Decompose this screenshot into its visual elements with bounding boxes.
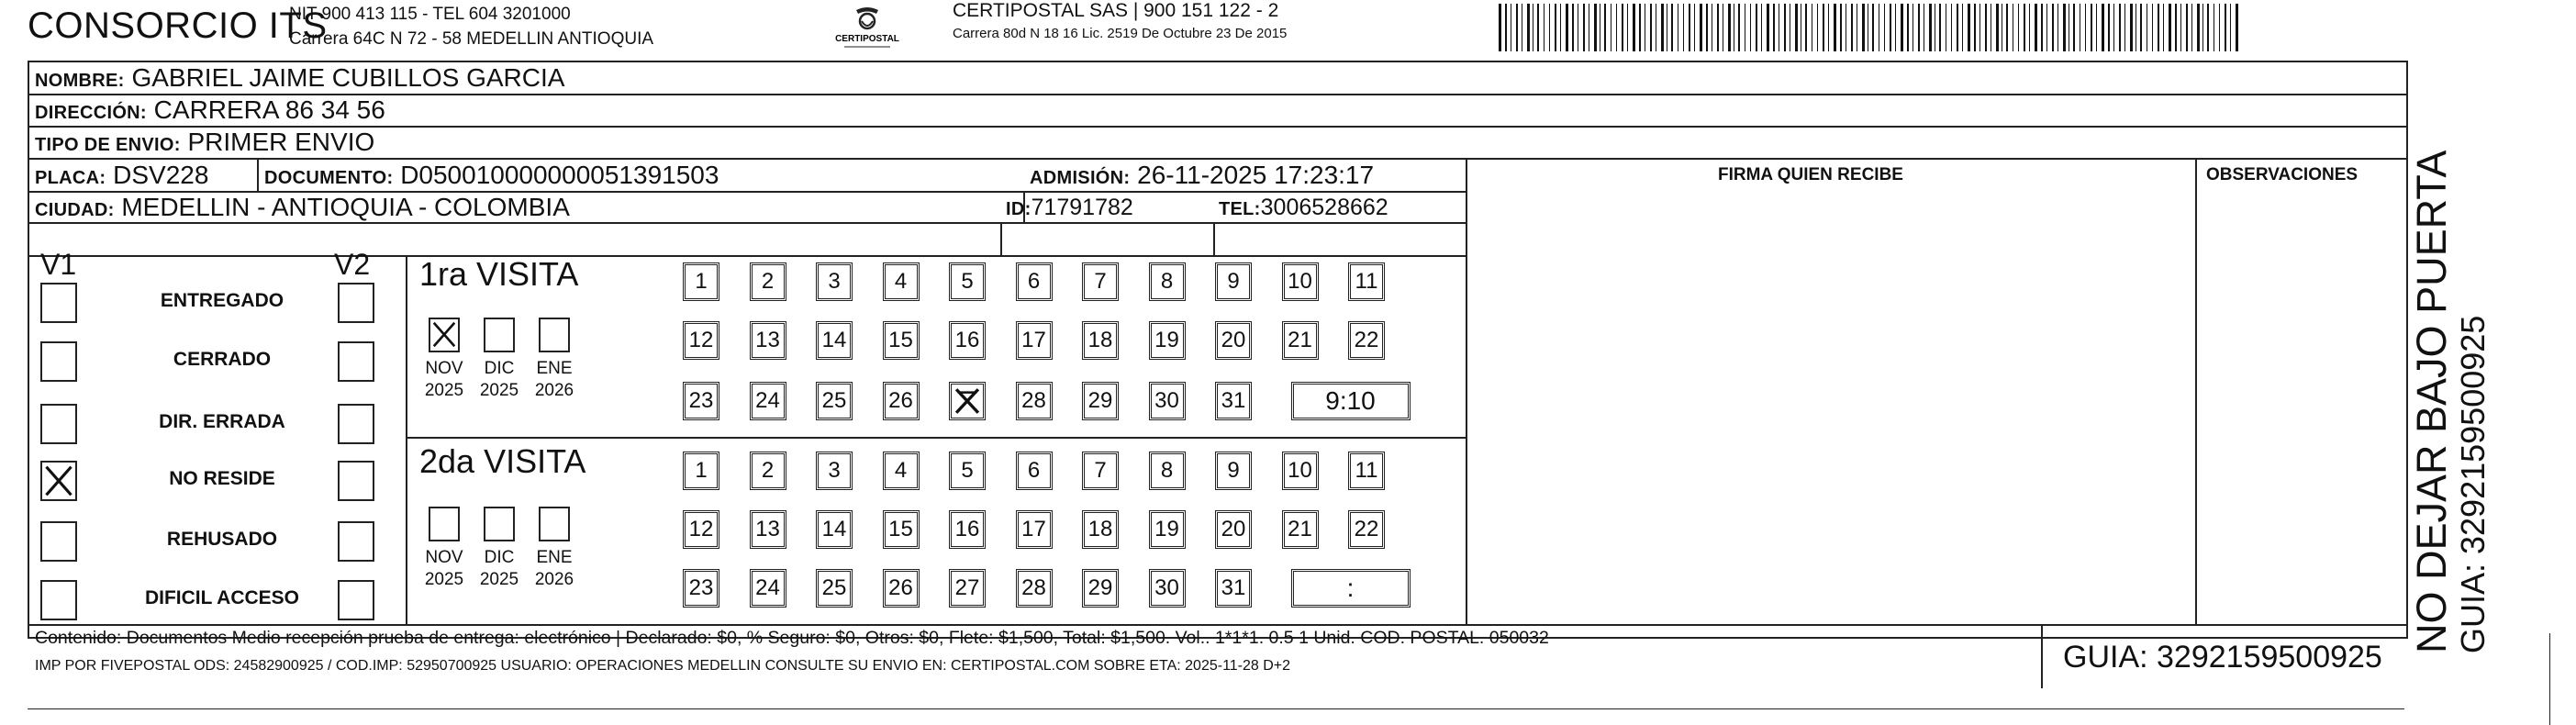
- day-box[interactable]: 5: [949, 452, 986, 490]
- v1-checkbox[interactable]: [40, 461, 77, 501]
- visit2-title: 2da VISITA: [419, 442, 586, 480]
- month-name: ENE: [536, 548, 573, 567]
- imp-text: IMP POR FIVEPOSTAL ODS: 24582900925 / COD.IMP: 52950700925 USUARIO: OPERACIONES MEDELLIN CONSULTE SU ENVIO EN: CERTIPOSTAL.COM SOBRE ETA: 2025-11-28 D+2: [35, 658, 1291, 674]
- day-box[interactable]: 16: [949, 321, 986, 360]
- day-box[interactable]: 4: [883, 262, 920, 301]
- day-box[interactable]: 31: [1215, 382, 1252, 420]
- v2-checkbox[interactable]: [338, 404, 374, 444]
- day-box[interactable]: 13: [750, 321, 786, 360]
- id-field: [1006, 192, 1133, 225]
- day-box[interactable]: 12: [683, 510, 719, 549]
- day-box[interactable]: 18: [1082, 321, 1119, 360]
- v2-checkbox[interactable]: [338, 461, 374, 501]
- day-box[interactable]: 28: [1016, 569, 1053, 608]
- day-box[interactable]: 29: [1082, 382, 1119, 420]
- day-box[interactable]: 5: [949, 262, 986, 301]
- v2-checkbox[interactable]: [338, 341, 374, 382]
- day-box[interactable]: 27: [949, 569, 986, 608]
- day-box[interactable]: 13: [750, 510, 786, 549]
- day-box[interactable]: 19: [1149, 510, 1186, 549]
- month-name: ENE: [536, 359, 573, 378]
- month-label: [530, 547, 579, 591]
- documento-field: [264, 160, 719, 194]
- day-box[interactable]: 3: [816, 262, 853, 301]
- month-year: 2026: [534, 381, 574, 400]
- delivery-form: [28, 61, 2408, 675]
- day-box[interactable]: 14: [816, 321, 853, 360]
- day-box[interactable]: 30: [1149, 569, 1186, 608]
- day-box[interactable]: 4: [883, 452, 920, 490]
- status-label: DIR. ERRADA: [159, 411, 285, 432]
- day-box[interactable]: 7: [1082, 262, 1119, 301]
- company-nit: NIT 900 413 115 - TEL 604 3201000: [289, 5, 571, 24]
- visit-time[interactable]: :: [1291, 569, 1411, 608]
- month-checkbox[interactable]: [484, 318, 515, 352]
- nombre-field: [35, 62, 564, 96]
- day-box[interactable]: 3: [816, 452, 853, 490]
- day-box[interactable]: 26: [883, 569, 920, 608]
- day-box[interactable]: 9: [1215, 452, 1252, 490]
- guia-number: GUIA: 3292159500925: [2063, 640, 2382, 675]
- placa-value: DSV228: [113, 161, 209, 189]
- placa-label: PLACA:: [35, 168, 106, 188]
- status-label: CERRADO: [173, 349, 272, 370]
- month-checkbox[interactable]: [429, 318, 460, 352]
- day-box[interactable]: 24: [750, 569, 786, 608]
- day-box[interactable]: 16: [949, 510, 986, 549]
- company-address: Carrera 64C N 72 - 58 MEDELLIN ANTIOQUIA: [289, 29, 654, 49]
- day-box[interactable]: 6: [1016, 452, 1053, 490]
- day-box[interactable]: 22: [1348, 510, 1385, 549]
- month-name: DIC: [484, 548, 515, 567]
- admision-field: [1030, 160, 1374, 194]
- month-name: NOV: [425, 359, 463, 378]
- nombre-label: NOMBRE:: [35, 71, 125, 91]
- id-label: ID:: [1006, 199, 1032, 219]
- day-box[interactable]: 20: [1215, 321, 1252, 360]
- day-box[interactable]: [949, 382, 986, 420]
- day-box[interactable]: 8: [1149, 452, 1186, 490]
- barcode: [1499, 4, 2242, 51]
- day-box[interactable]: 24: [750, 382, 786, 420]
- month-checkbox[interactable]: [484, 507, 515, 541]
- visit1-title: 1ra VISITA: [419, 255, 579, 293]
- logo-text: CERTIPOSTAL: [835, 34, 899, 44]
- day-box[interactable]: 7: [1082, 452, 1119, 490]
- certipostal-logo: [826, 5, 909, 52]
- certipostal-line2: Carrera 80d N 18 16 Lic. 2519 De Octubre 23 De 2015: [953, 26, 1288, 41]
- month-label: [419, 547, 469, 591]
- day-box[interactable]: 19: [1149, 321, 1186, 360]
- day-box[interactable]: 14: [816, 510, 853, 549]
- documento-value: D050010000000051391503: [400, 161, 719, 189]
- month-name: NOV: [425, 548, 463, 567]
- day-box[interactable]: 26: [883, 382, 920, 420]
- ciudad-field: [35, 192, 570, 226]
- day-box[interactable]: 1: [683, 452, 719, 490]
- day-box[interactable]: 23: [683, 382, 719, 420]
- visit-time[interactable]: 9:10: [1291, 382, 1411, 420]
- day-box[interactable]: 28: [1016, 382, 1053, 420]
- tel-value: 3006528662: [1260, 195, 1388, 220]
- month-year: 2025: [479, 381, 519, 400]
- day-box[interactable]: 22: [1348, 321, 1385, 360]
- day-box[interactable]: 29: [1082, 569, 1119, 608]
- month-checkbox[interactable]: [429, 507, 460, 541]
- day-box[interactable]: 11: [1348, 262, 1385, 301]
- status-label: REHUSADO: [166, 529, 278, 550]
- day-box[interactable]: 6: [1016, 262, 1053, 301]
- day-box[interactable]: 30: [1149, 382, 1186, 420]
- v1-checkbox[interactable]: [40, 521, 77, 562]
- month-label: [530, 358, 579, 402]
- day-box[interactable]: 17: [1016, 321, 1053, 360]
- tipo-envio-field: [35, 127, 374, 161]
- day-box[interactable]: 20: [1215, 510, 1252, 549]
- v2-checkbox[interactable]: [338, 580, 374, 620]
- v1-checkbox[interactable]: [40, 404, 77, 444]
- month-year: 2026: [534, 570, 574, 589]
- day-box[interactable]: 21: [1282, 321, 1319, 360]
- v2-header: V2: [334, 248, 371, 281]
- ciudad-value: MEDELLIN - ANTIOQUIA - COLOMBIA: [121, 193, 570, 221]
- day-box[interactable]: 8: [1149, 262, 1186, 301]
- day-box[interactable]: 25: [816, 569, 853, 608]
- day-box[interactable]: 11: [1348, 452, 1385, 490]
- side-notice: [2409, 151, 2492, 653]
- day-box[interactable]: 17: [1016, 510, 1053, 549]
- v2-checkbox[interactable]: [338, 283, 374, 323]
- day-box[interactable]: 15: [883, 510, 920, 549]
- direccion-value: CARRERA 86 34 56: [153, 95, 385, 124]
- tipo-envio-value: PRIMER ENVIO: [187, 128, 375, 156]
- tipo-envio-label: TIPO DE ENVIO:: [35, 135, 181, 155]
- id-value: 71791782: [1031, 195, 1133, 220]
- admision-label: ADMISIÓN:: [1030, 168, 1131, 188]
- month-year: 2025: [424, 381, 464, 400]
- v2-checkbox[interactable]: [338, 521, 374, 562]
- v1-checkbox[interactable]: [40, 580, 77, 620]
- month-name: DIC: [484, 359, 515, 378]
- day-box[interactable]: 9: [1215, 262, 1252, 301]
- day-box[interactable]: 12: [683, 321, 719, 360]
- month-label: [474, 358, 524, 402]
- placa-field: [35, 160, 208, 194]
- ciudad-label: CIUDAD:: [35, 200, 115, 220]
- day-box[interactable]: 21: [1282, 510, 1319, 549]
- day-box[interactable]: 10: [1282, 452, 1319, 490]
- day-box[interactable]: 2: [750, 452, 786, 490]
- contenido-text: Contenido: Documentos Medio recepción prueba de entrega: electrónico | Declarado: $0, % Seguro: $0, Otros: $0, Flete: $1,500, Total: $1,500. Vol.. 1*1*1. 0.5 1 Unid. COD. POSTAL. 050032: [35, 628, 1549, 648]
- documento-label: DOCUMENTO:: [264, 168, 394, 188]
- nombre-value: GABRIEL JAIME CUBILLOS GARCIA: [131, 63, 565, 92]
- status-label: NO RESIDE: [169, 468, 275, 489]
- observaciones-header: OBSERVACIONES: [2206, 165, 2359, 184]
- month-year: 2025: [479, 570, 519, 589]
- day-box[interactable]: 1: [683, 262, 719, 301]
- month-checkbox[interactable]: [539, 507, 570, 541]
- certipostal-line1: CERTIPOSTAL SAS | 900 151 122 - 2: [953, 0, 1279, 21]
- side-guia: GUIA: 3292159500925: [2454, 315, 2492, 653]
- v1-header: V1: [40, 248, 77, 281]
- direccion-label: DIRECCIÓN:: [35, 103, 147, 123]
- no-dejar-bajo-puerta: NO DEJAR BAJO PUERTA: [2408, 150, 2455, 653]
- v1-checkbox[interactable]: [40, 283, 77, 323]
- company-name: CONSORCIO ITS: [28, 6, 328, 46]
- day-box[interactable]: 10: [1282, 262, 1319, 301]
- month-label: [419, 358, 469, 402]
- admision-value: 26-11-2025 17:23:17: [1137, 161, 1375, 189]
- firma-header: FIRMA QUIEN RECIBE: [1718, 165, 1903, 184]
- day-box[interactable]: 2: [750, 262, 786, 301]
- tel-label: TEL:: [1219, 199, 1261, 219]
- day-box[interactable]: 25: [816, 382, 853, 420]
- month-year: 2025: [424, 570, 464, 589]
- day-box[interactable]: 23: [683, 569, 719, 608]
- day-box[interactable]: 15: [883, 321, 920, 360]
- month-checkbox[interactable]: [539, 318, 570, 352]
- month-label: [474, 547, 524, 591]
- day-box[interactable]: 31: [1215, 569, 1252, 608]
- direccion-field: [35, 95, 385, 128]
- certipostal-info: [953, 0, 1287, 41]
- tel-field: [1219, 192, 1388, 225]
- v1-checkbox[interactable]: [40, 341, 77, 382]
- company-info: [289, 2, 653, 51]
- status-label: ENTREGADO: [160, 290, 284, 311]
- status-label: DIFICIL ACCESO: [144, 587, 299, 608]
- day-box[interactable]: 18: [1082, 510, 1119, 549]
